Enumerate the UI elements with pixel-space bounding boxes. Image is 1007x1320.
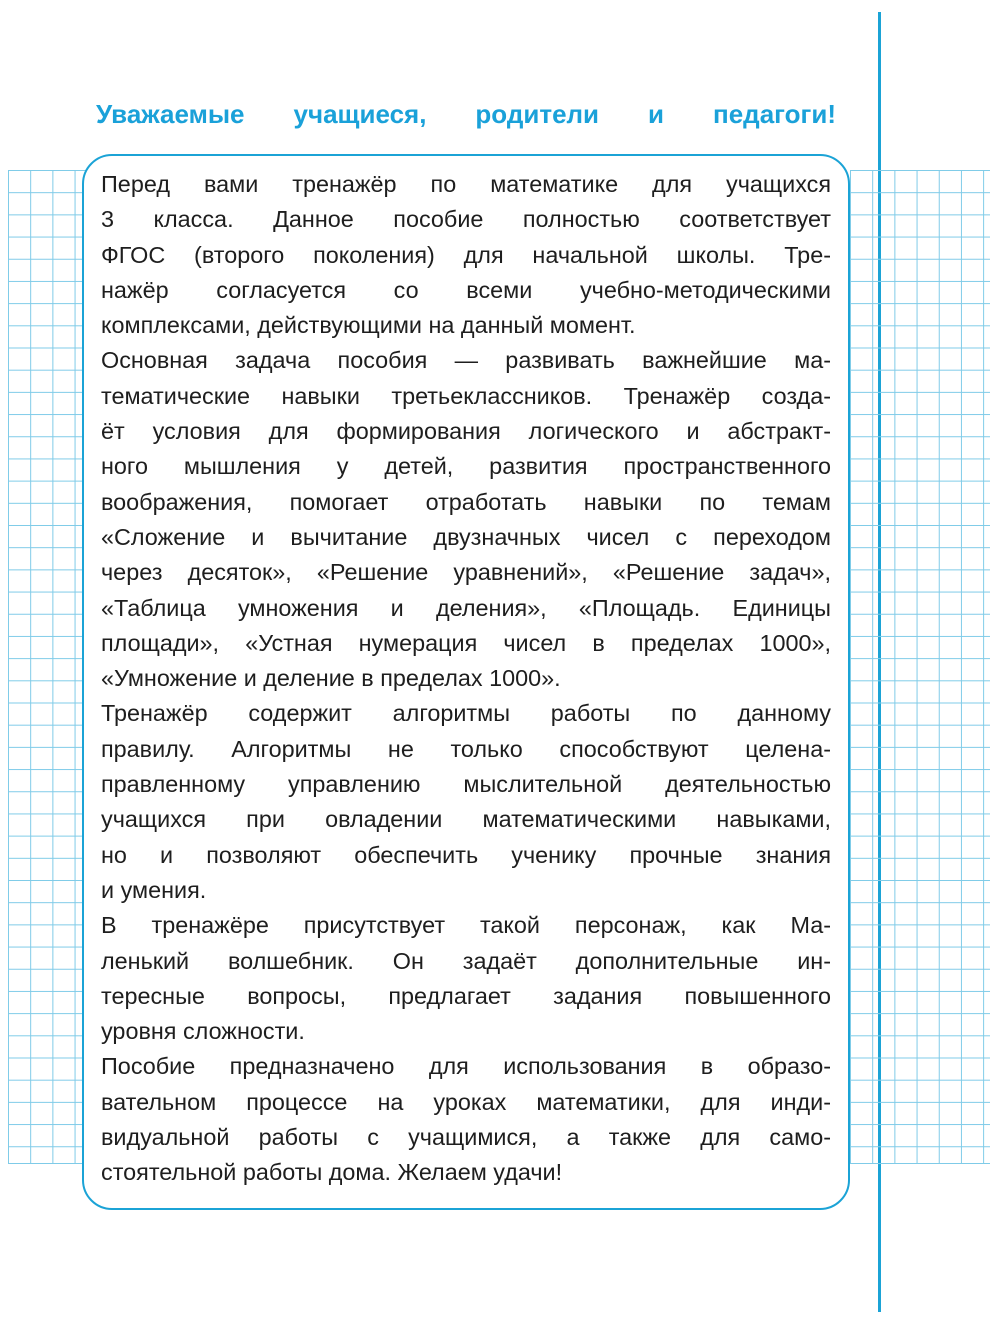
text-line: Перед вами тренажёр по математике для учащихся: [101, 171, 831, 197]
text-line: и умения.: [101, 876, 207, 903]
intro-text: [101, 167, 831, 1191]
text-line: тематические навыки третьеклассников. Тренажёр созда-: [101, 382, 831, 409]
text-line: уровня сложности.: [101, 1018, 305, 1045]
text-line: 3 класса. Данное пособие полностью соответствует: [101, 206, 831, 233]
text-line: площади», «Устная нумерация чисел в пределах 1000»,: [101, 629, 831, 656]
text-line: правленному управлению мыслительной деятельностью: [101, 771, 831, 798]
text-line: нажёр согласуется со всеми учебно-методическими: [101, 276, 831, 303]
text-line: учащихся при овладении математическими навыками,: [101, 806, 831, 833]
text-line: ного мышления у детей, развития пространственного: [101, 453, 831, 480]
page-title: Уважаемые учащиеся, родители и педагоги!: [96, 99, 836, 129]
text-line: ленький волшебник. Он задаёт дополнительные ин-: [101, 947, 831, 974]
text-line: но и позволяют обеспечить ученику прочные знания: [101, 841, 831, 868]
text-line: «Таблица умножения и деления», «Площадь. Единицы: [101, 594, 831, 621]
text-line: комплексами, действующими на данный момент.: [101, 312, 636, 339]
text-line: ФГОС (второго поколения) для начальной школы. Тре-: [101, 241, 831, 268]
intro-text-box: [82, 154, 850, 1210]
text-line: тересные вопросы, предлагает задания повышенного: [101, 982, 831, 1009]
graph-paper-grid-left: [8, 170, 89, 1164]
text-line: вательном процессе на уроках математики, для инди-: [101, 1088, 831, 1115]
text-line: Пособие предназначено для использования в образо-: [101, 1053, 831, 1080]
graph-paper-grid-right: [850, 170, 990, 1164]
text-line: Тренажёр содержит алгоритмы работы по данному: [101, 700, 831, 727]
text-line: воображения, помогает отработать навыки по темам: [101, 488, 831, 515]
text-line: «Умножение и деление в пределах 1000».: [101, 665, 561, 692]
text-line: Основная задача пособия — развивать важнейшие ма-: [101, 347, 831, 374]
text-line: стоятельной работы дома. Желаем удачи!: [101, 1159, 563, 1186]
text-line: «Сложение и вычитание двузначных чисел с переходом: [101, 523, 831, 550]
text-line: через десяток», «Решение уравнений», «Решение задач»,: [101, 559, 831, 586]
text-line: ёт условия для формирования логического и абстракт-: [101, 418, 831, 445]
text-line: видуальной работы с учащимися, а также для само-: [101, 1124, 831, 1151]
text-line: правилу. Алгоритмы не только способствуют целена-: [101, 735, 831, 762]
text-line: В тренажёре присутствует такой персонаж, как Ма-: [101, 912, 831, 939]
